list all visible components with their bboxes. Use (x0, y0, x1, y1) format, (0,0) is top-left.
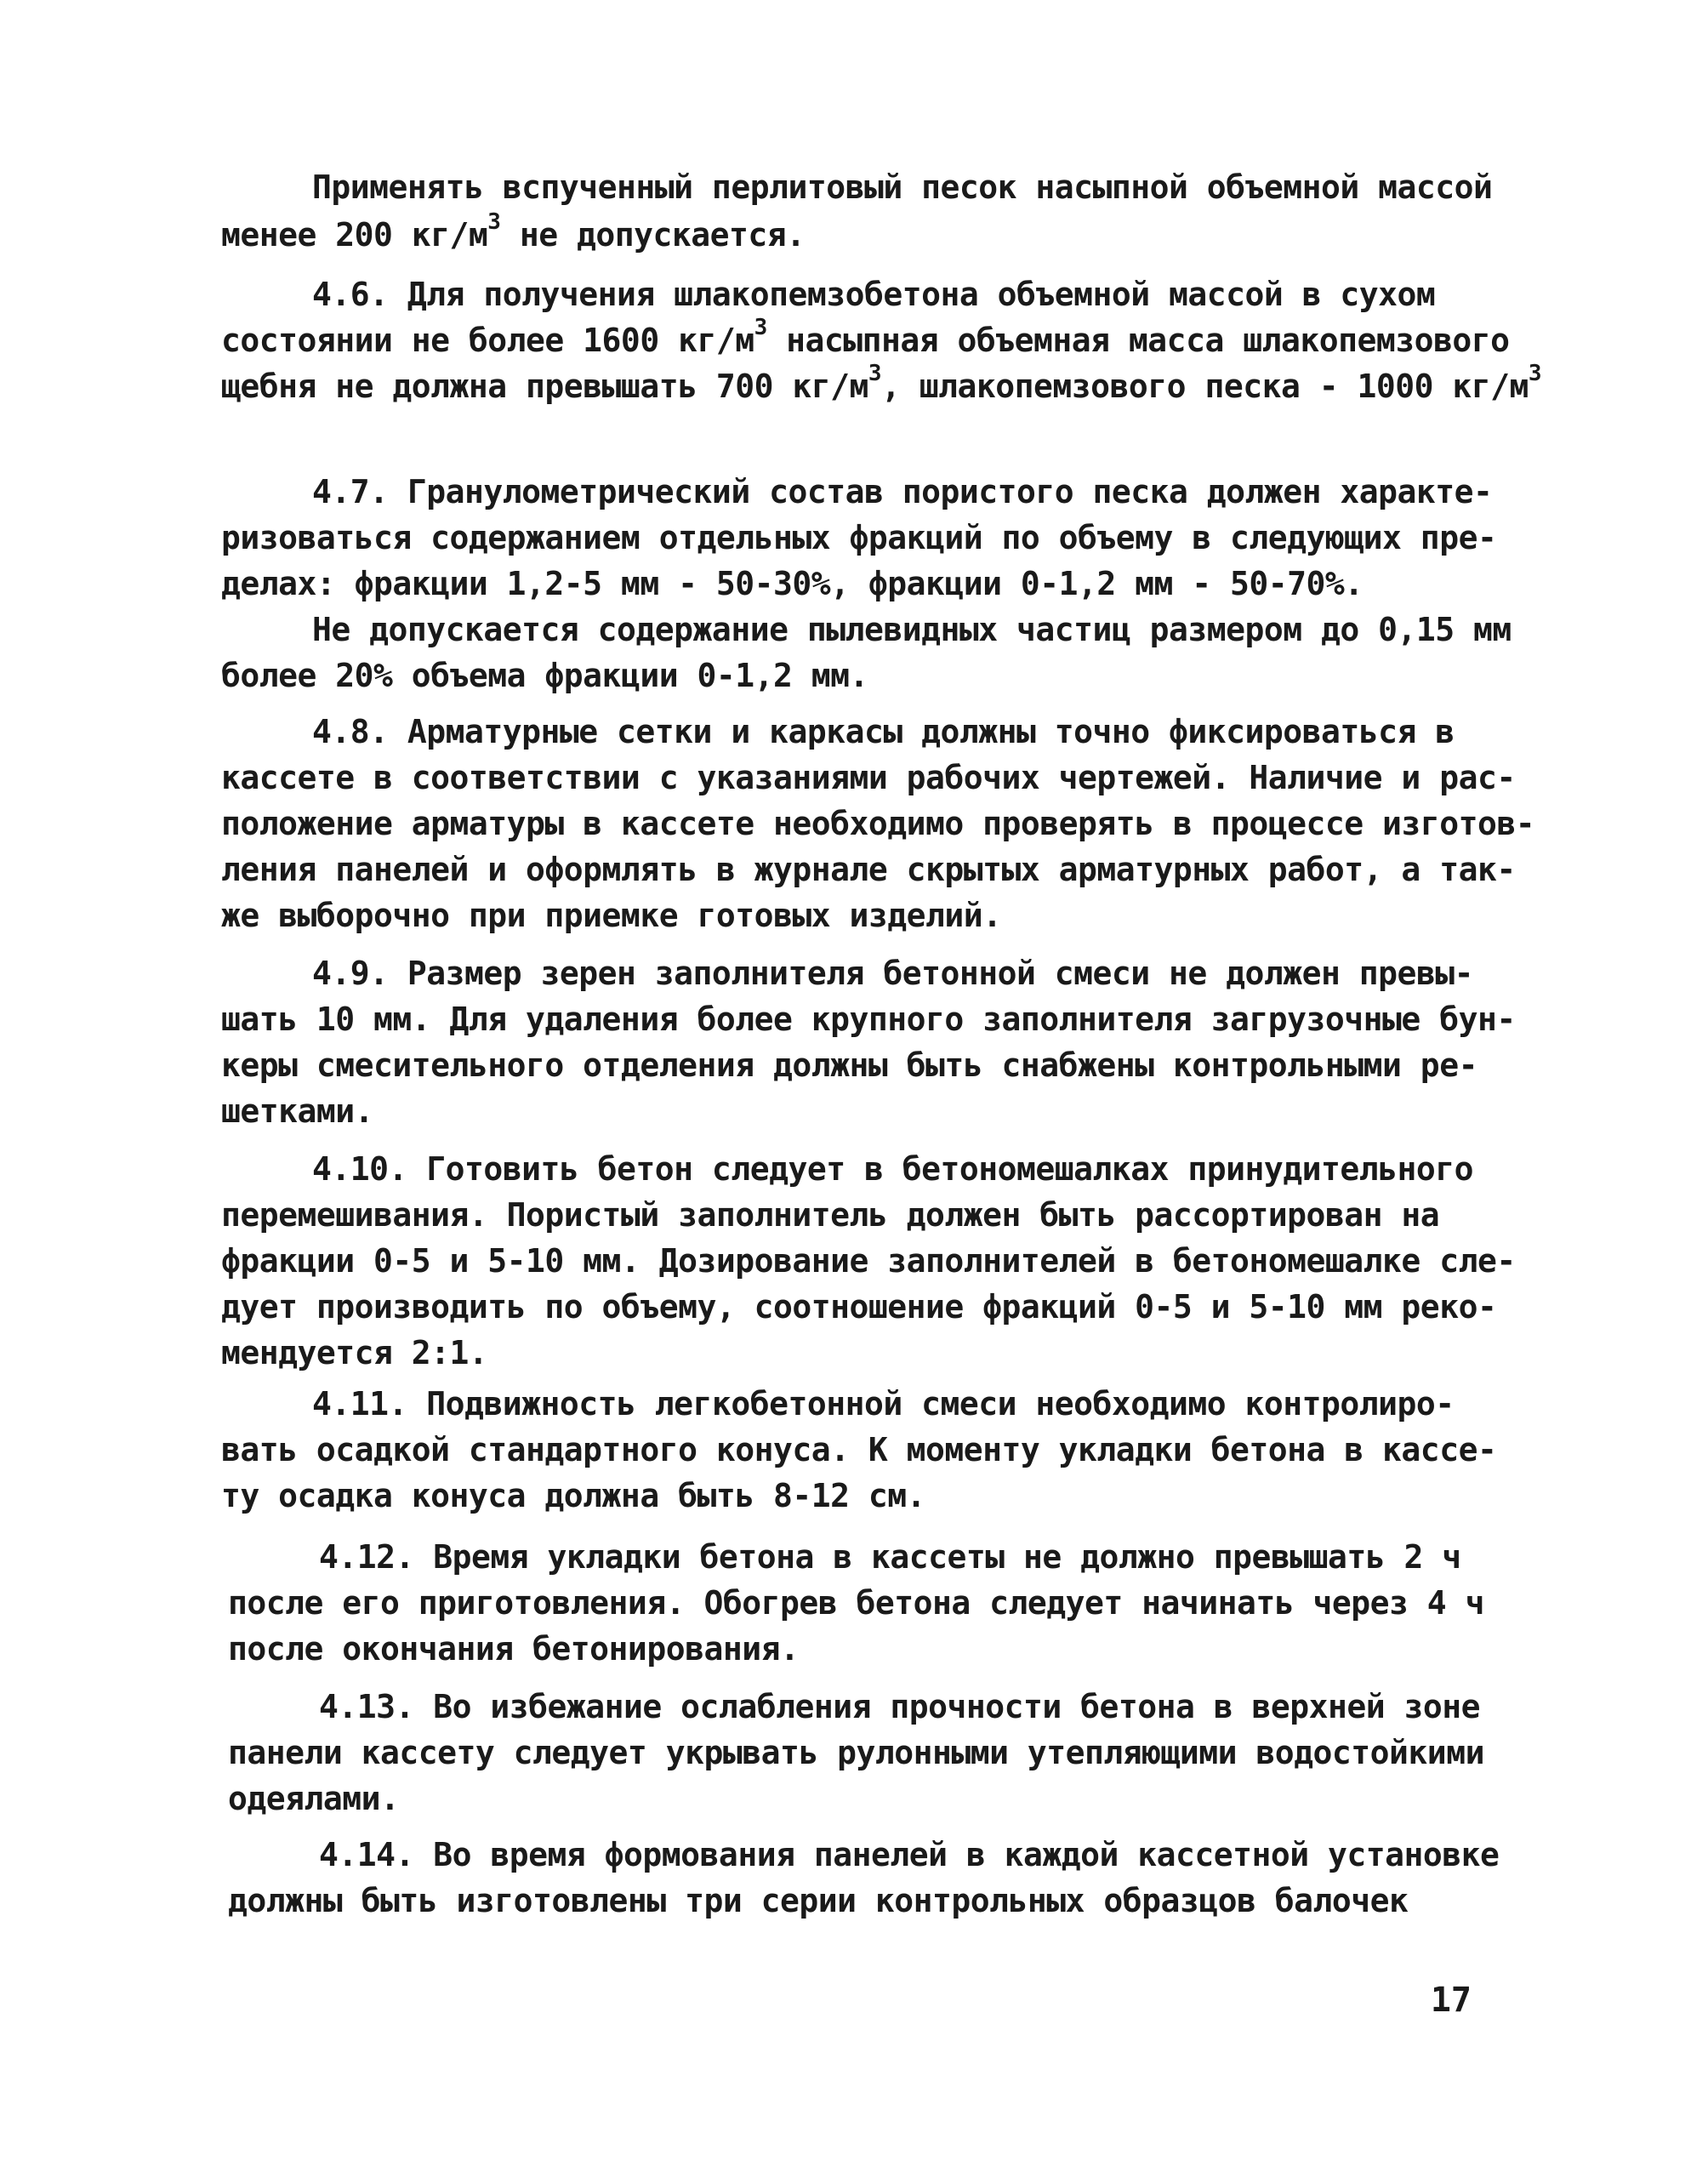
text-line: фракции 0-5 и 5-10 мм. Дозирование заполнителей в бетономешалке сле- (221, 1242, 1516, 1280)
text-line: после его приготовления. Обогрев бетона следует начинать через 4 ч (228, 1584, 1484, 1622)
text-line: ления панелей и оформлять в журнале скрытых арматурных работ, а так- (221, 851, 1516, 888)
text-line: кассете в соответствии с указаниями рабочих чертежей. Наличие и рас- (221, 759, 1516, 796)
text-line: 4.14. Во время формования панелей в каждой кассетной установке (319, 1836, 1500, 1873)
text-line: положение арматуры в кассете необходимо проверять в процессе изготов- (221, 805, 1535, 842)
text-line: 4.10. Готовить бетон следует в бетономешалках принудительного (312, 1150, 1474, 1188)
text-line: 4.13. Во избежание ослабления прочности бетона в верхней зоне (319, 1688, 1481, 1725)
page-number: 17 (1430, 1981, 1472, 2020)
text-line: 4.12. Время укладки бетона в кассеты не должно превышать 2 ч (319, 1538, 1461, 1576)
text-line: панели кассету следует укрывать рулонными утепляющими водостойкими (228, 1734, 1484, 1771)
text-line: одеялами. (228, 1780, 400, 1817)
text-line: 4.9. Размер зерен заполнителя бетонной смеси не должен превы- (312, 955, 1474, 992)
text-line: после окончания бетонирования. (228, 1630, 800, 1668)
text-line: 4.7. Гранулометрический состав пористого песка должен характе- (312, 473, 1493, 510)
text-line: Не допускается содержание пылевидных частиц размером до 0,15 мм (312, 611, 1512, 648)
text-line: ту осадка конуса должна быть 8-12 см. (221, 1477, 925, 1514)
text-line: керы смесительного отделения должны быть снабжены контрольными ре- (221, 1046, 1477, 1084)
text-line: ризоваться содержанием отдельных фракций по объему в следующих пре- (221, 519, 1497, 556)
text-line: Применять вспученный перлитовый песок насыпной объемной массой (312, 168, 1493, 206)
text-line: дует производить по объему, соотношение фракций 0-5 и 5-10 мм реко- (221, 1288, 1497, 1326)
text-line: 4.8. Арматурные сетки и каркасы должны точно фиксироваться в (312, 713, 1455, 750)
text-line: делах: фракции 1,2-5 мм - 50-30%, фракции 0-1,2 мм - 50-70%. (221, 565, 1364, 602)
text-line: состоянии не более 1600 $кг/м^3$ насыпная объемная масса шлакопемзового (221, 315, 1510, 359)
text-line: шетками. (221, 1092, 374, 1130)
text-line: шать 10 мм. Для удаления более крупного заполнителя загрузочные бун- (221, 1001, 1516, 1038)
text-line: же выборочно при приемке готовых изделий. (221, 897, 1002, 934)
text-line: более 20% объема фракции 0-1,2 мм. (221, 657, 868, 694)
text-line: должны быть изготовлены три серии контрольных образцов балочек (228, 1882, 1409, 1919)
text-line: вать осадкой стандартного конуса. К моменту укладки бетона в кассе- (221, 1431, 1497, 1468)
text-line: 4.6. Для получения шлакопемзобетона объемной массой в сухом (312, 276, 1436, 313)
text-line: менее 200 $кг/м^3$ не допускается. (221, 209, 806, 254)
text-line: щебня не должна превышать 700 $кг/м^3$, шлакопемзового песка - 1000 $кг/м^3$ (221, 361, 1542, 405)
text-line: 4.11. Подвижность легкобетонной смеси необходимо контролиро- (312, 1385, 1455, 1423)
text-line: мендуется 2:1. (221, 1334, 488, 1371)
text-line: перемешивания. Пористый заполнитель должен быть рассортирован на (221, 1196, 1440, 1234)
